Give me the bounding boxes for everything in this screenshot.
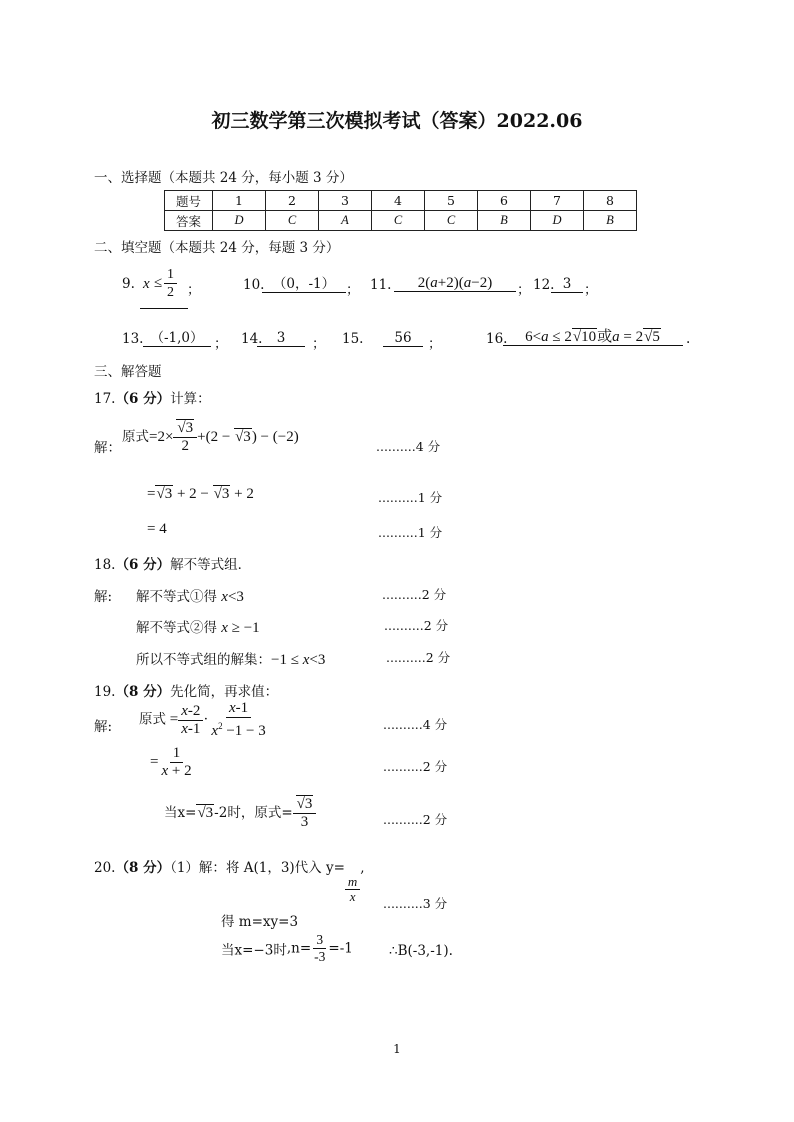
table-cell: 5 bbox=[425, 191, 478, 211]
semicolon: ； bbox=[346, 282, 360, 298]
q12-answer: 3 bbox=[551, 277, 583, 293]
table-cell: C bbox=[266, 211, 319, 231]
q15-label: 15. bbox=[342, 331, 364, 347]
table-row-numbers bbox=[165, 191, 637, 211]
q17-score-1: ..........4 分 bbox=[376, 439, 441, 454]
q12-label: 12. bbox=[533, 277, 555, 293]
answer-table bbox=[164, 190, 637, 231]
q13-answer: （-1,0） bbox=[143, 331, 211, 347]
q20-step1: 得 m=xy=3 bbox=[221, 914, 299, 930]
q9-label: 9. bbox=[122, 276, 135, 292]
q16-answer: 6<a ≤ 2√10或a = 2√5 bbox=[503, 329, 683, 346]
semicolon: ； bbox=[517, 282, 531, 298]
q18-step1: 解不等式①得 x<3 bbox=[136, 589, 244, 605]
q18-step3: 所以不等式组的解集：−1 ≤ x<3 bbox=[136, 652, 326, 668]
table-row-answers bbox=[165, 211, 637, 231]
q20-step2: 当x=−3时,n= $\frac{3}{-3}$ =-1 bbox=[221, 932, 353, 964]
q19-heading bbox=[94, 680, 278, 700]
section-1-heading: 一、选择题（本题共 24 分，每小题 3 分） bbox=[94, 170, 353, 186]
table-cell: B bbox=[478, 211, 531, 231]
q20-label: 20. bbox=[94, 860, 116, 876]
q20-heading: 20.（8 分）（1）解：将 A(1，3)代入 y= $\frac{m}{x}$ , bbox=[94, 860, 365, 904]
table-header-label: 答案 bbox=[165, 211, 213, 231]
table-cell: A bbox=[319, 211, 372, 231]
q17-jie: 解： bbox=[94, 440, 121, 456]
semicolon: ； bbox=[214, 336, 228, 352]
q17-points: （6 分） bbox=[115, 391, 171, 407]
q19-label: 19. bbox=[94, 684, 116, 700]
q19-title: 先化简，再求值： bbox=[170, 684, 279, 700]
q17-label: 17. bbox=[94, 391, 116, 407]
q19-step3: 当x=√3-2时，原式= $\frac{√3}{3}$ bbox=[164, 796, 316, 831]
q17-step1: 原式=2× $\frac{√3}{2}$ +(2 − √3) − (−2) bbox=[122, 420, 299, 454]
q17-step3: = 4 bbox=[147, 521, 167, 537]
q17-heading bbox=[94, 387, 211, 407]
q18-step2: 解不等式②得 x ≥ −1 bbox=[136, 620, 260, 636]
semicolon: ； bbox=[428, 336, 442, 352]
q17-step2: =√3 + 2 − √3 + 2 bbox=[147, 486, 254, 502]
table-cell: 7 bbox=[531, 191, 584, 211]
period: . bbox=[686, 331, 691, 347]
semicolon: ； bbox=[584, 282, 598, 298]
q20-step3: ∴B(-3,-1). bbox=[389, 943, 453, 959]
q16-label: 16. bbox=[486, 331, 508, 347]
table-cell: C bbox=[425, 211, 478, 231]
table-cell: D bbox=[213, 211, 266, 231]
q14-label: 14. bbox=[241, 331, 263, 347]
q17-title: 计算： bbox=[170, 391, 211, 407]
q19-jie: 解: bbox=[94, 719, 113, 735]
q18-points: （6 分） bbox=[115, 557, 171, 573]
page-title: 初三数学第三次模拟考试（答案）2022.06 bbox=[211, 110, 583, 132]
q9-numerator: 1 bbox=[164, 266, 177, 284]
q20-title: （1）解：将 A(1，3)代入 y= bbox=[170, 860, 345, 876]
q18-score-2: ..........2 分 bbox=[384, 618, 449, 633]
q10-answer: （0，-1） bbox=[262, 277, 346, 293]
q9-denominator: 2 bbox=[167, 285, 174, 300]
page-number: 1 bbox=[393, 1042, 401, 1056]
table-cell: 8 bbox=[584, 191, 637, 211]
q20-points: （8 分） bbox=[115, 860, 171, 876]
q17-score-2: ..........1 分 bbox=[378, 490, 443, 505]
q15-answer: 56 bbox=[383, 331, 423, 347]
q14-answer: 3 bbox=[257, 331, 305, 347]
q19-score-1: ..........4 分 bbox=[383, 717, 448, 732]
q19-step2: = $\frac{1}{x + 2}$ bbox=[150, 745, 192, 779]
table-cell: B bbox=[584, 211, 637, 231]
q13-label: 13. bbox=[122, 331, 144, 347]
table-cell: 6 bbox=[478, 191, 531, 211]
q19-score-2: ..........2 分 bbox=[383, 759, 448, 774]
q19-points: （8 分） bbox=[115, 684, 171, 700]
q17-score-3: ..........1 分 bbox=[378, 525, 443, 540]
semicolon: ； bbox=[187, 282, 201, 298]
q18-score-1: ..........2 分 bbox=[382, 587, 447, 602]
q19-score-3: ..........2 分 bbox=[383, 812, 448, 827]
q19-step1: 原式 = $\frac{x-2}{x-1}$ · $\frac{x-1}{x^2 -1 - 3}$ bbox=[139, 700, 266, 739]
table-cell: 4 bbox=[372, 191, 425, 211]
q9-answer: x ≤ $\frac{1}{2}$ bbox=[140, 266, 188, 309]
q11-answer: 2(a+2)(a−2) bbox=[394, 275, 516, 292]
table-cell: D bbox=[531, 211, 584, 231]
q18-jie: 解: bbox=[94, 589, 113, 605]
q18-title: 解不等式组． bbox=[170, 557, 252, 573]
section-3-heading: 三、解答题 bbox=[94, 364, 162, 380]
q20-score-1: ..........3 分 bbox=[383, 896, 448, 911]
table-cell: 2 bbox=[266, 191, 319, 211]
q18-label: 18. bbox=[94, 557, 116, 573]
semicolon: ； bbox=[312, 336, 326, 352]
table-cell: 3 bbox=[319, 191, 372, 211]
q18-score-3: ..........2 分 bbox=[386, 650, 451, 665]
table-cell: C bbox=[372, 211, 425, 231]
section-2-heading: 二、填空题（本题共 24 分，每题 3 分） bbox=[94, 240, 340, 256]
q11-label: 11. bbox=[370, 277, 392, 293]
table-cell: 1 bbox=[213, 191, 266, 211]
table-header-label: 题号 bbox=[165, 191, 213, 211]
q18-heading bbox=[94, 553, 251, 573]
q10-label: 10. bbox=[243, 277, 265, 293]
